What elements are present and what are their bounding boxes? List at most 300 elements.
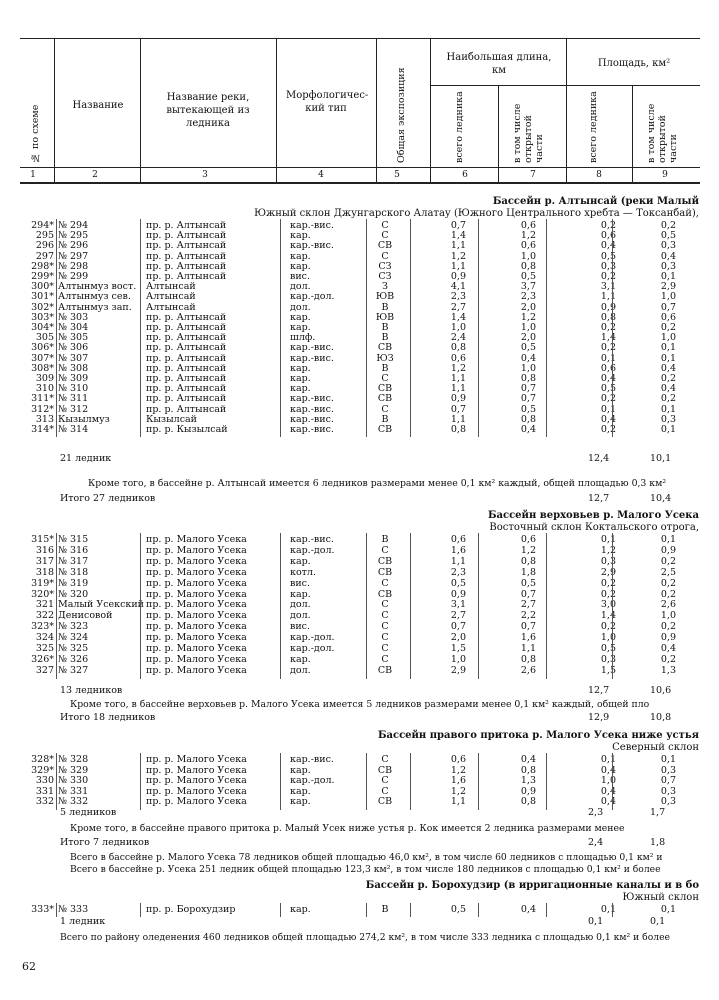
- scheme-number: 313: [35, 413, 54, 425]
- length-total: 1,2: [450, 362, 466, 374]
- scheme-number: 314*: [31, 424, 54, 435]
- area-open: 1,0: [660, 332, 676, 344]
- area-total: 2,9: [600, 566, 616, 578]
- length-total: 0,8: [450, 342, 466, 354]
- morph-type: дол.: [290, 610, 311, 622]
- morph-type: кар.: [290, 796, 311, 807]
- col5-header: Общая экспозиция: [396, 67, 407, 163]
- glacier-name: Малый Усекский: [58, 599, 145, 611]
- area-open: 0,7: [660, 301, 676, 313]
- glacier-name: № 294: [58, 220, 89, 231]
- exposure: СВ: [377, 383, 393, 395]
- river-name: пр. р. Малого Усека: [146, 632, 247, 644]
- column-rule: [140, 753, 141, 810]
- exposure: С: [381, 621, 389, 633]
- length-open: 0,5: [520, 403, 536, 415]
- section-count-open: 10,6: [650, 685, 672, 696]
- length-open: 0,8: [520, 653, 536, 665]
- exposure: С: [381, 653, 389, 665]
- morph-type: шлф.: [290, 332, 316, 344]
- scheme-number: 296: [35, 240, 54, 252]
- exposure: С: [381, 544, 389, 556]
- river-name: пр. р. Малого Усека: [146, 785, 247, 797]
- area-open: 0,4: [660, 383, 676, 395]
- river-name: пр. р. Малого Усека: [146, 664, 247, 676]
- glacier-name: № 304: [58, 322, 89, 333]
- section-note: Кроме того, в бассейне верховьев р. Малого Усека имеется 5 ледников размерами менее 0,1 км² каждый, общей пло: [70, 699, 650, 710]
- glacier-name: Алтынмуз сев.: [58, 291, 131, 303]
- section-count-total: 12,4: [588, 453, 610, 464]
- glacier-name: № 315: [58, 534, 89, 545]
- river-name: пр. р. Алтынсай: [146, 260, 227, 272]
- area-total: 0,2: [600, 588, 616, 600]
- exposure: С: [381, 754, 389, 765]
- area-total: 0,3: [600, 555, 616, 567]
- exposure: С: [381, 785, 389, 797]
- river-name: пр. р. Алтынсай: [146, 250, 227, 262]
- column-rule: [410, 753, 411, 810]
- scheme-number: 294*: [31, 220, 54, 231]
- section-count: 5 ледников: [60, 807, 117, 818]
- section-count: 21 ледник: [60, 453, 112, 464]
- river-name: пр. р. Алтынсай: [146, 403, 227, 415]
- glacier-name: № 306: [58, 342, 89, 354]
- area-total: 0,4: [600, 413, 616, 425]
- glacier-name: № 295: [58, 230, 89, 242]
- column-rule: [546, 533, 547, 679]
- area-open: 0,3: [660, 260, 676, 272]
- length-total: 4,1: [450, 281, 466, 293]
- area-total: 0,3: [600, 653, 616, 665]
- glacier-name: № 331: [58, 785, 89, 797]
- area-total: 0,1: [600, 534, 616, 545]
- length-total: 1,1: [450, 240, 466, 252]
- length-open: 0,7: [520, 383, 536, 395]
- length-open: 1,3: [520, 775, 536, 786]
- area-total: 0,8: [600, 311, 616, 323]
- area-open: 0,2: [660, 220, 676, 231]
- column-rule: [410, 903, 411, 917]
- exposure: В: [381, 362, 389, 374]
- morph-type: кар.-вис.: [290, 424, 334, 435]
- itogo-total: 2,4: [588, 837, 604, 848]
- scheme-number: 321: [35, 599, 54, 611]
- length-total: 0,8: [450, 424, 466, 435]
- exposure: СЗ: [378, 271, 392, 282]
- length-open: 1,2: [520, 544, 536, 556]
- glacier-name: № 317: [58, 555, 89, 567]
- area-open: 0,1: [660, 534, 676, 545]
- scheme-number: 299*: [31, 271, 54, 282]
- length-total: 2,0: [450, 632, 466, 644]
- river-name: пр. р. Алтынсай: [146, 352, 227, 364]
- area-total: 0,2: [600, 621, 616, 633]
- glacier-name: № 298: [58, 260, 89, 272]
- scheme-number: 317: [35, 555, 54, 567]
- glacier-name: № 329: [58, 764, 89, 776]
- column-rule: [56, 753, 57, 810]
- morph-type: кар.: [290, 904, 311, 915]
- exposure: В: [381, 301, 389, 313]
- area-total: 0,5: [600, 643, 616, 654]
- morph-type: кар.: [290, 311, 311, 323]
- exposure: С: [381, 403, 389, 415]
- length-total: 1,1: [450, 383, 466, 395]
- scheme-number: 326*: [31, 653, 54, 665]
- col3-header: Название реки, вытекающей из ледника: [166, 92, 250, 129]
- length-open: 0,4: [520, 424, 536, 435]
- river-name: пр. р. Малого Усека: [146, 566, 247, 578]
- river-name: Кызылсай: [146, 413, 198, 425]
- column-rule: [280, 903, 281, 917]
- river-name: пр. р. Малого Усека: [146, 621, 247, 633]
- glacier-name: № 328: [58, 754, 89, 765]
- column-rule: [612, 753, 613, 810]
- column-rule: [478, 219, 479, 437]
- length-open: 0,8: [520, 764, 536, 776]
- scheme-number: 324: [35, 632, 54, 644]
- section-count-open: 1,7: [650, 807, 666, 818]
- glacier-name: № 311: [58, 393, 89, 405]
- scheme-number: 331: [35, 785, 54, 797]
- section-note: Кроме того, в бассейне р. Алтынсай имеется 6 ледников размерами менее 0,1 км² каждый, общей площадью 0,3 км²: [88, 478, 667, 489]
- river-name: пр. р. Алтынсай: [146, 322, 227, 333]
- morph-type: кар.-вис.: [290, 403, 334, 415]
- length-open: 1,0: [520, 322, 536, 333]
- morph-type: кар.: [290, 250, 311, 262]
- glacier-name: Алтынмуз вост.: [58, 281, 137, 293]
- area-total: 1,2: [600, 544, 616, 556]
- area-total: 0,2: [600, 342, 616, 354]
- scheme-number: 325: [35, 643, 54, 654]
- length-total: 2,7: [450, 610, 466, 622]
- glacier-name: № 309: [58, 373, 89, 384]
- scheme-number: 304*: [31, 322, 54, 333]
- length-open: 0,7: [520, 588, 536, 600]
- area-open: 1,3: [660, 664, 676, 676]
- area-open: 0,4: [660, 643, 676, 654]
- section-title: Бассейн верховьев р. Малого Усека: [487, 510, 699, 521]
- area-total: 0,1: [600, 403, 616, 415]
- area-open: 0,6: [660, 311, 676, 323]
- exposure: СВ: [377, 424, 393, 435]
- river-name: пр. р. Алтынсай: [146, 311, 227, 323]
- area-total: 0,4: [600, 373, 616, 384]
- area-open: 0,1: [660, 754, 676, 765]
- section-itogo: Итого 27 ледников: [60, 493, 156, 504]
- river-name: пр. р. Малого Усека: [146, 577, 247, 589]
- area-open: 0,1: [660, 271, 676, 282]
- scheme-number: 305: [35, 332, 54, 344]
- river-name: пр. р. Малого Усека: [146, 534, 247, 545]
- river-name: пр. р. Алтынсай: [146, 332, 227, 344]
- length-total: 0,9: [450, 588, 466, 600]
- glacier-name: Денисовой: [58, 610, 113, 622]
- morph-type: кар.-вис.: [290, 393, 334, 405]
- river-name: пр. р. Малого Усека: [146, 599, 247, 611]
- morph-type: кар.: [290, 555, 311, 567]
- col6-header: всего ледника: [454, 91, 465, 163]
- column-rule: [366, 903, 367, 917]
- itogo-total: 12,7: [588, 493, 610, 504]
- length-total: 2,3: [450, 291, 466, 303]
- column-rule: [612, 219, 613, 437]
- column-rule: [546, 219, 547, 437]
- scheme-number: 298*: [31, 260, 54, 272]
- section-count: 1 ледник: [60, 916, 106, 927]
- col4-header: Морфологичес- кий тип: [286, 90, 369, 114]
- section-count-total: 0,1: [588, 916, 604, 927]
- area-total: 0,2: [600, 393, 616, 405]
- area-total: 0,3: [600, 260, 616, 272]
- length-total: 1,0: [450, 653, 466, 665]
- exposure: СВ: [377, 796, 393, 807]
- scheme-number: 316: [35, 544, 54, 556]
- morph-type: кар.: [290, 230, 311, 242]
- area-total: 0,1: [600, 904, 616, 915]
- col8-header: всего ледника: [588, 91, 599, 163]
- section-subtitle: Южный склон: [622, 892, 699, 903]
- morph-type: кар.: [290, 260, 311, 272]
- glacier-name: № 320: [58, 588, 89, 600]
- length-open: 0,6: [520, 220, 536, 231]
- glacier-name: № 310: [58, 383, 89, 395]
- column-rule: [478, 753, 479, 810]
- scheme-number: 319*: [31, 577, 54, 589]
- length-open: 0,6: [520, 534, 536, 545]
- morph-type: кар.-дол.: [290, 632, 335, 644]
- scheme-number: 323*: [31, 621, 54, 633]
- morph-type: кар.-вис.: [290, 342, 334, 354]
- col-number: 8: [596, 170, 602, 180]
- morph-type: дол.: [290, 301, 311, 313]
- column-rule: [56, 903, 57, 917]
- scheme-number: 328*: [31, 754, 54, 765]
- length-total: 1,6: [450, 775, 466, 786]
- column-rule: [56, 219, 57, 437]
- scheme-number: 301*: [31, 291, 54, 303]
- column-rule: [612, 903, 613, 917]
- area-open: 0,2: [660, 653, 676, 665]
- glacier-name: № 305: [58, 332, 89, 344]
- area-open: 0,4: [660, 250, 676, 262]
- itogo-open: 10,8: [650, 712, 672, 723]
- morph-type: кар.-вис.: [290, 352, 334, 364]
- area-total: 3,0: [600, 599, 616, 611]
- scheme-number: 297: [35, 250, 54, 262]
- area-open: 0,3: [660, 240, 676, 252]
- glacier-name: № 325: [58, 643, 89, 654]
- column-rule: [612, 533, 613, 679]
- morph-type: кар.: [290, 588, 311, 600]
- exposure: С: [381, 577, 389, 589]
- length-total: 1,2: [450, 764, 466, 776]
- length-open: 1,0: [520, 250, 536, 262]
- river-name: пр. р. Алтынсай: [146, 362, 227, 374]
- scheme-number: 315*: [31, 534, 54, 545]
- column-rule: [280, 533, 281, 679]
- scheme-number: 310: [35, 383, 54, 395]
- scheme-number: 322: [35, 610, 54, 622]
- area-total: 0,2: [600, 577, 616, 589]
- morph-type: кар.: [290, 785, 311, 797]
- table-header: [20, 38, 700, 184]
- river-name: Алтынсай: [146, 291, 196, 303]
- section-count-open: 0,1: [650, 916, 666, 927]
- area-total: 0,2: [600, 220, 616, 231]
- column-rule: [366, 219, 367, 437]
- length-total: 0,7: [450, 220, 466, 231]
- area-open: 0,2: [660, 555, 676, 567]
- glacier-name: № 297: [58, 250, 89, 262]
- length-total: 1,1: [450, 260, 466, 272]
- length-total: 1,5: [450, 643, 466, 654]
- river-name: пр. р. Алтынсай: [146, 271, 227, 282]
- length-total: 1,4: [450, 311, 466, 323]
- scheme-number: 332: [35, 796, 54, 807]
- section-title: Бассейн р. Алтынсай (реки Малый: [492, 196, 699, 207]
- morph-type: кар.-дол.: [290, 775, 335, 786]
- area-total: 0,4: [600, 240, 616, 252]
- area-total: 0,6: [600, 230, 616, 242]
- col2-header: Название: [72, 100, 124, 111]
- glacier-name: № 312: [58, 403, 89, 415]
- scheme-number: 308*: [31, 362, 54, 374]
- exposure: В: [381, 534, 389, 545]
- area-open: 0,3: [660, 764, 676, 776]
- exposure: СВ: [377, 555, 393, 567]
- col-number: 5: [394, 170, 400, 180]
- area-open: 0,1: [660, 342, 676, 354]
- length-open: 2,0: [520, 332, 536, 344]
- length-total: 0,9: [450, 393, 466, 405]
- length-total: 3,1: [450, 599, 466, 611]
- river-name: пр. р. Малого Усека: [146, 764, 247, 776]
- morph-type: дол.: [290, 664, 311, 676]
- exposure: С: [381, 643, 389, 654]
- glacier-name: № 327: [58, 664, 89, 676]
- river-name: пр. р. Малого Усека: [146, 796, 247, 807]
- length-open: 0,4: [520, 352, 536, 364]
- length-open: 0,5: [520, 342, 536, 354]
- section-itogo: Итого 18 ледников: [60, 712, 156, 723]
- length-open: 2,6: [520, 664, 536, 676]
- length-open: 0,5: [520, 271, 536, 282]
- length-open: 2,3: [520, 291, 536, 303]
- morph-type: кар.-вис.: [290, 754, 334, 765]
- area-total: 0,2: [600, 271, 616, 282]
- glacier-name: № 303: [58, 311, 89, 323]
- glacier-name: № 330: [58, 775, 89, 786]
- glacier-name: № 324: [58, 632, 89, 644]
- length-total: 1,1: [450, 555, 466, 567]
- scheme-number: 300*: [31, 281, 54, 293]
- area-open: 1,0: [660, 291, 676, 303]
- area-open: 0,3: [660, 796, 676, 807]
- area-open: 0,9: [660, 544, 676, 556]
- morph-type: кар.: [290, 383, 311, 395]
- length-group-header: Наибольшая длина, км: [446, 52, 552, 76]
- morph-type: вис.: [290, 621, 311, 633]
- area-total: 0,9: [600, 301, 616, 313]
- col-number: 4: [318, 170, 324, 180]
- column-rule: [280, 219, 281, 437]
- area-total: 1,4: [600, 610, 616, 622]
- length-open: 0,8: [520, 796, 536, 807]
- length-total: 2,3: [450, 566, 466, 578]
- length-open: 0,5: [520, 577, 536, 589]
- area-total: 0,4: [600, 785, 616, 797]
- scheme-number: 307*: [31, 352, 54, 364]
- exposure: С: [381, 610, 389, 622]
- column-rule: [140, 219, 141, 437]
- river-name: пр. р. Алтынсай: [146, 342, 227, 354]
- river-name: пр. р. Малого Усека: [146, 588, 247, 600]
- area-open: 0,3: [660, 413, 676, 425]
- area-group-header: Площадь, км²: [597, 58, 671, 69]
- length-open: 1,1: [520, 643, 536, 654]
- col9-header: в том числе открытой части: [646, 103, 679, 163]
- column-rule: [140, 533, 141, 679]
- column-rule: [546, 753, 547, 810]
- area-total: 0,4: [600, 796, 616, 807]
- col-number: 3: [202, 170, 208, 180]
- column-rule: [280, 753, 281, 810]
- section-subtitle: Южный склон Джунгарского Алатау (Южного Центрального хребта — Токсанбай),: [254, 208, 699, 219]
- length-open: 2,2: [520, 610, 536, 622]
- column-rule: [546, 903, 547, 917]
- area-open: 0,2: [660, 322, 676, 333]
- river-name: пр. р. Малого Усека: [146, 754, 247, 765]
- glacier-name: Кызылмуз: [58, 413, 110, 425]
- river-name: пр. р. Малого Усека: [146, 653, 247, 665]
- scheme-number: 327: [35, 664, 54, 676]
- morph-type: кар.: [290, 362, 311, 374]
- area-open: 2,5: [660, 566, 676, 578]
- glacier-name: № 319: [58, 577, 89, 589]
- river-name: Алтынсай: [146, 301, 196, 313]
- morph-type: кар.-дол.: [290, 544, 335, 556]
- morph-type: кар.: [290, 322, 311, 333]
- length-total: 1,6: [450, 544, 466, 556]
- length-open: 0,7: [520, 621, 536, 633]
- length-open: 0,8: [520, 413, 536, 425]
- exposure: ЮВ: [375, 311, 395, 323]
- area-open: 2,9: [660, 281, 676, 293]
- column-rule: [478, 533, 479, 679]
- area-total: 1,0: [600, 632, 616, 644]
- length-open: 2,7: [520, 599, 536, 611]
- area-total: 0,6: [600, 362, 616, 374]
- scheme-number: 330: [35, 775, 54, 786]
- river-name: пр. р. Алтынсай: [146, 373, 227, 384]
- exposure: С: [381, 775, 389, 786]
- area-total: 1,1: [600, 291, 616, 303]
- column-rule: [410, 533, 411, 679]
- itogo-total: 12,9: [588, 712, 610, 723]
- exposure: С: [381, 632, 389, 644]
- length-open: 2,0: [520, 301, 536, 313]
- river-name: пр. р. Алтынсай: [146, 383, 227, 395]
- area-total: 0,5: [600, 383, 616, 395]
- morph-type: кар.-дол.: [290, 291, 335, 303]
- area-total: 0,2: [600, 424, 616, 435]
- area-open: 0,2: [660, 621, 676, 633]
- length-total: 1,2: [450, 250, 466, 262]
- glacier-name: № 333: [58, 904, 89, 915]
- area-open: 0,9: [660, 632, 676, 644]
- morph-type: кар.: [290, 764, 311, 776]
